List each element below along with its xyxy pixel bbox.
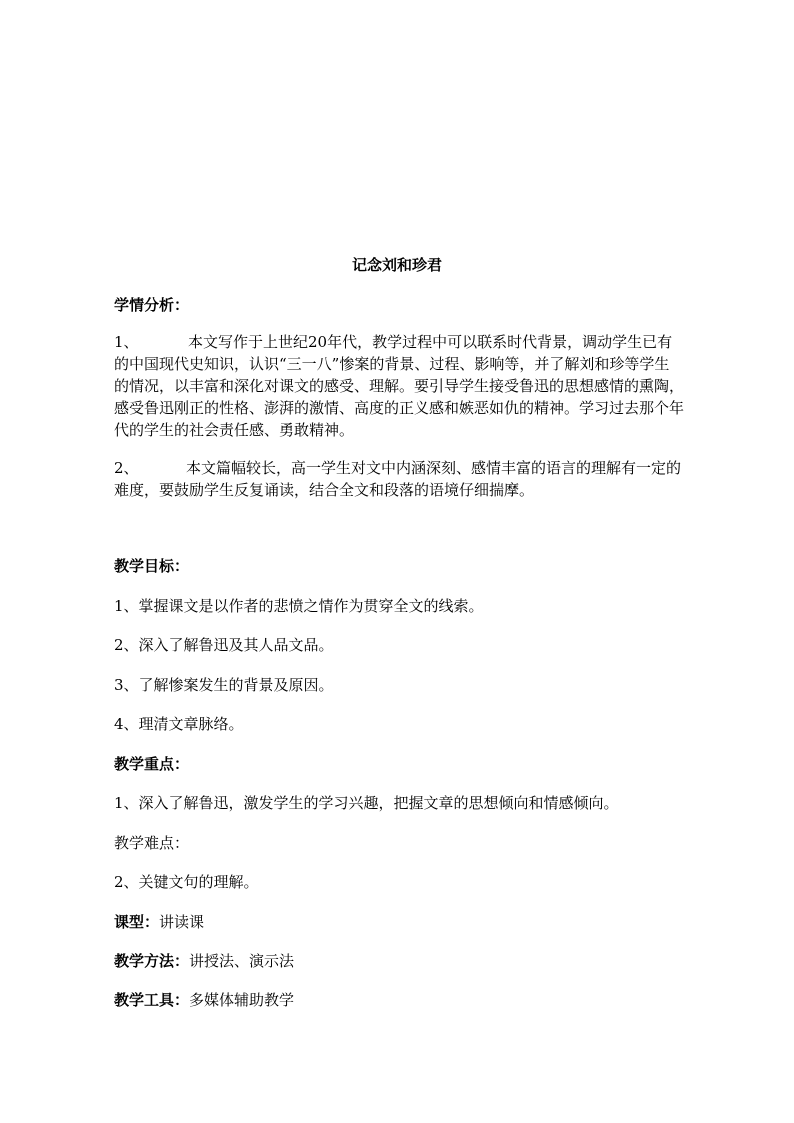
teaching-method-value: 讲授法、演示法 [189,952,295,970]
teaching-tools-value: 多媒体辅助教学 [189,991,295,1009]
analysis-item-1-text: 本文写作于上世纪20年代，教学过程中可以联系时代背景，调动学生已有的中国现代史知识，认识“三一八”惨案的背景、过程、影响等，并了解刘和珍等学生的情况，以丰富和深化对课文的感受、理解。要引导学生接受鲁迅的思想感情的熏陶，感受鲁迅刚正的性格、澎湃的激情、高度的正义感和嫉恶如仇的精神。学习过去那个年代的学生的社会责任感、勇敢精神。 [114,333,685,439]
analysis-heading: 学情分析： [114,296,190,314]
difficulty-heading: 教学难点： [114,834,190,852]
goal-item-2: 2、深入了解鲁迅及其人品文品。 [114,636,334,654]
teaching-tools-label: 教学工具： [114,991,190,1009]
key-point-item-1: 1、深入了解鲁迅，激发学生的学习兴趣，把握文章的思想倾向和情感倾向。 [114,794,619,812]
analysis-item-1-number: 1、 [114,333,139,351]
goal-item-4: 4、理清文章脉络。 [114,715,244,733]
goal-item-3: 3、了解惨案发生的背景及原因。 [114,676,334,694]
key-points-heading: 教学重点： [114,755,190,773]
analysis-item-2-number: 2、 [114,459,139,477]
goal-item-1: 1、掌握课文是以作者的悲愤之情作为贯穿全文的线索。 [114,597,484,615]
analysis-item-2 [114,457,684,501]
analysis-item-2-text: 本文篇幅较长，高一学生对文中内涵深刻、感情丰富的语言的理解有一定的难度，要鼓励学生反复诵读，结合全文和段落的语境仔细揣摩。 [114,459,682,499]
goals-heading: 教学目标： [114,557,190,575]
course-type-value: 讲读课 [159,913,205,931]
course-type-line [114,911,204,933]
teaching-method-label: 教学方法： [114,952,190,970]
difficulty-item-1: 2、关键文句的理解。 [114,873,259,891]
teaching-method-line [114,950,294,972]
teaching-tools-line [114,989,294,1011]
analysis-item-1 [114,331,684,441]
document-title: 记念刘和珍君 [351,256,442,274]
course-type-label: 课型： [114,913,160,931]
